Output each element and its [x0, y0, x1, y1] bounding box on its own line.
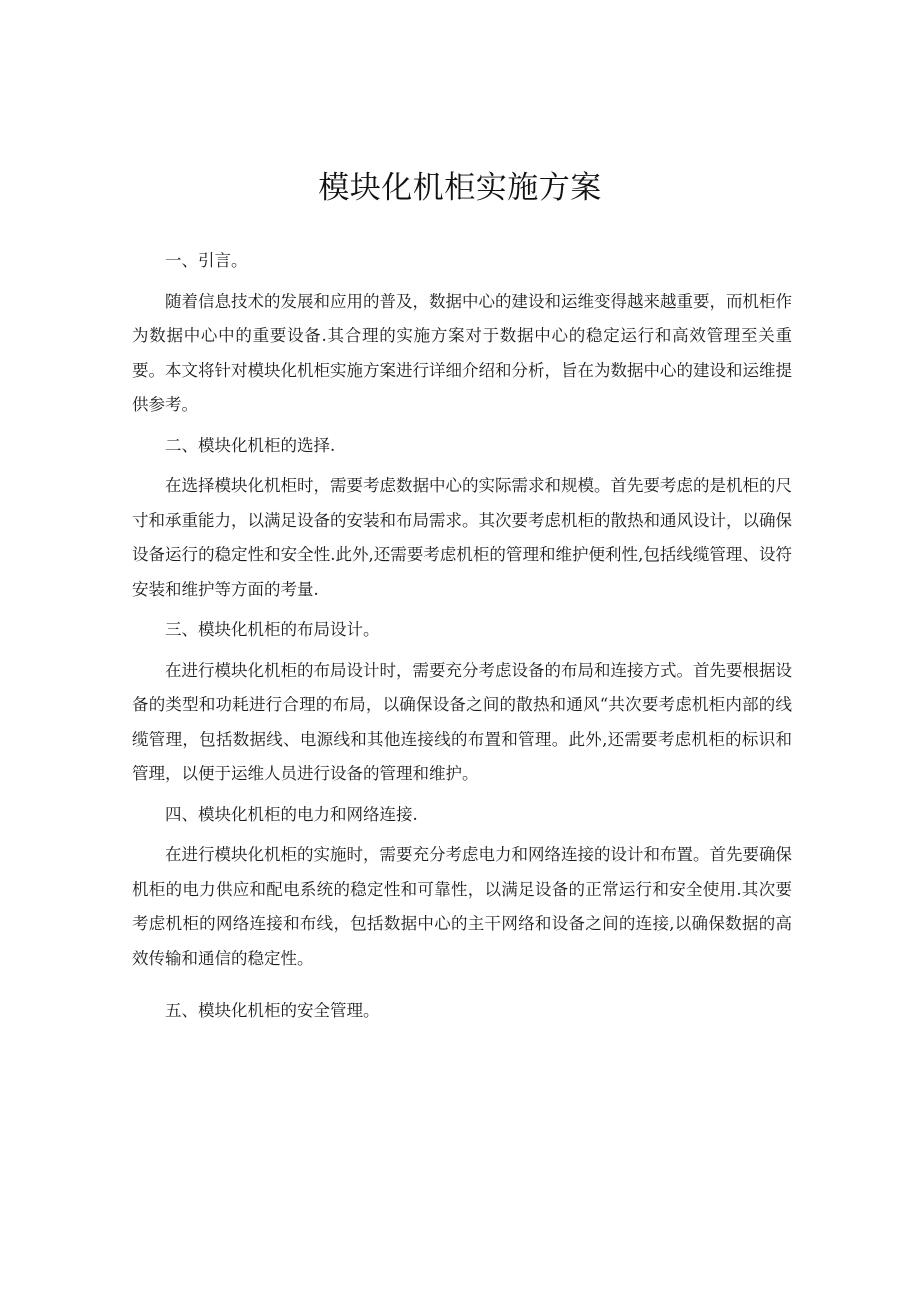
section-heading-layout: 三、模块化机柜的布局设计。 [165, 620, 380, 639]
section-paragraph-layout: 在进行模块化机柜的布局设计时，需要充分考虑设备的布局和连接方式。首先要根据设备的类型和功耗进行合理的布局，以确保设备之间的散热和通风“共次要考虑机柜内部的线缆管理，包括数据线、电源线和其他连接线的布置和管理。此外,还需要考虑机柜的标识和管理，以便于运维人员进行设备的管理和维护。 [132, 660, 792, 783]
section-heading-security: 五、模块化机柜的安全管理。 [165, 1001, 380, 1020]
section-paragraph-power-network: 在进行模块化机柜的实施时，需要充分考虑电力和网络连接的设计和布置。首先要确保机柜的电力供应和配电系统的稳定性和可靠性，以满足设备的正常运行和安全使用.其次要考虑机柜的网络连接和布线，包括数据中心的主干网络和设备之间的连接,以确保数据的高效传输和通信的稳定性。 [132, 845, 792, 968]
section-paragraph-intro: 随着信息技术的发展和应用的普及，数据中心的建设和运维变得越来越重要，而机柜作为数据中心中的重要设备.其合理的实施方案对于数据中心的稳定运行和高效管理至关重要。本文将针对模块化机柜实施方案进行详细介绍和分析，旨在为数据中心的建设和运维提供参考。 [132, 291, 792, 414]
document-body [132, 238, 792, 1035]
section-paragraph-selection: 在选择模块化机柜时，需要考虑数据中心的实际需求和规模。首先要考虑的是机柜的尺寸和承重能力，以满足设备的安装和布局需求。其次要考虑机柜的散热和通风设计，以确保设备运行的稳定性和安全性.此外,还需要考虑机柜的管理和维护便利性,包括线缆管理、设符安装和维护等方面的考量. [132, 476, 792, 599]
section-heading-power-network: 四、模块化机柜的电力和网络连接. [165, 804, 418, 824]
section-heading-selection: 二、模块化机柜的选择. [165, 435, 336, 455]
document-title: 模块化机柜实施方案 [318, 170, 602, 206]
section-heading-intro: 一、引言。 [165, 251, 248, 270]
